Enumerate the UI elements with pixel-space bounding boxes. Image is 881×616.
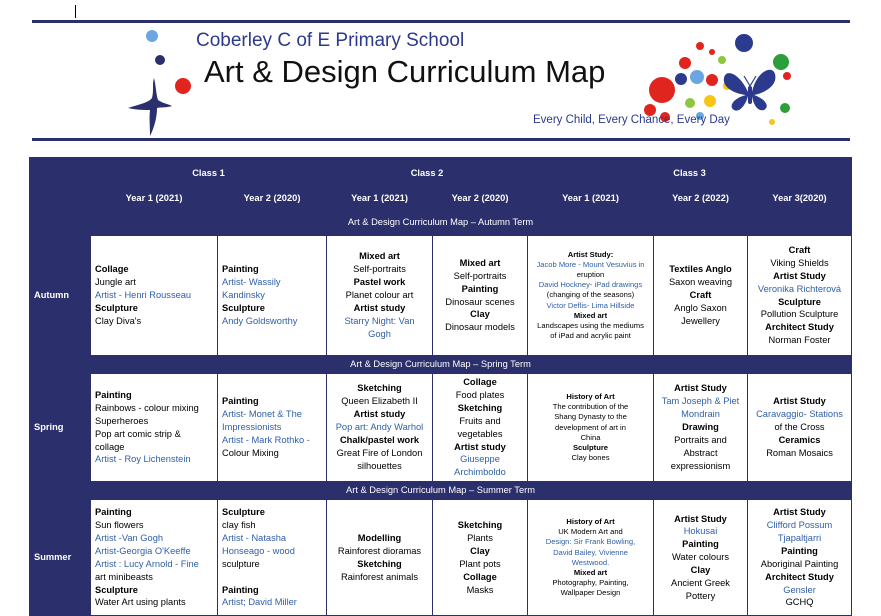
cell-text: Roman Mosaics — [766, 447, 833, 458]
topic-heading: Painting — [95, 389, 132, 400]
corner-cell — [30, 189, 91, 209]
topic-heading: Artist Study — [773, 507, 826, 518]
cell-text: Viking Shields — [770, 257, 829, 268]
cell-text: Rainbows - colour mixing — [95, 402, 199, 413]
artist-reference: Archimboldo — [454, 467, 506, 478]
year-header: Year 1 (2021) — [327, 189, 433, 209]
artist-reference: Kandinsky — [222, 290, 265, 301]
cell-text: Dinosaur scenes — [445, 296, 515, 307]
artist-reference: Artist-Georgia O'Keeffe — [95, 545, 191, 556]
artist-reference: Tjapaltjarri — [777, 532, 822, 543]
topic-heading: Clay — [470, 309, 490, 320]
cell-text: Anglo Saxon — [674, 302, 727, 313]
artist-reference: Gogh — [368, 328, 391, 339]
artist-reference: Artist - Roy Lichenstein — [95, 454, 191, 465]
artist-reference: Jacob More - Mount Vesuvius in — [536, 259, 645, 269]
topic-heading: Collage — [95, 264, 129, 275]
cell-text: Rainforest dioramas — [337, 545, 422, 556]
topic-heading: Painting — [222, 396, 259, 407]
artist-reference: Giuseppe — [460, 454, 500, 465]
cell-text: vegetables — [457, 428, 503, 439]
term-label: Summer — [30, 500, 91, 616]
cell-text: Superheroes — [95, 415, 149, 426]
cell-text: Plant pots — [459, 558, 501, 569]
artist-reference: Artist- Monet & The — [222, 409, 302, 420]
cell-text: Jewellery — [681, 315, 720, 326]
topic-heading: Clay — [690, 565, 711, 576]
topic-heading: Craft — [788, 244, 811, 255]
topic-heading: Sketching — [457, 520, 503, 531]
artist-reference: Artist - Natasha — [222, 532, 287, 543]
cell-text: Norman Foster — [768, 335, 831, 346]
cell-text: Rainforest animals — [341, 571, 418, 582]
topic-heading: Artist study — [454, 441, 506, 452]
year-header: Year 2 (2020) — [218, 189, 327, 209]
artist-reference: Impressionists — [222, 422, 282, 433]
topic-heading: Collage — [463, 571, 497, 582]
curriculum-cell — [748, 374, 852, 482]
term-banner: Art & Design Curriculum Map – Summer Term — [30, 482, 852, 500]
topic-heading: Sculpture — [95, 302, 138, 313]
topic-heading: Craft — [689, 290, 712, 301]
topic-heading: Mixed art — [573, 310, 608, 320]
artist-reference: Artist -Van Gogh — [95, 532, 164, 543]
cell-text: Ancient Greek — [671, 578, 730, 589]
cell-text: GCHQ — [785, 597, 814, 608]
cell-text: expressionism — [670, 460, 731, 471]
artist-reference: Westwood. — [571, 557, 610, 567]
cell-text: Pottery — [685, 591, 716, 602]
cell-text: Dinosaur models — [445, 322, 515, 333]
class-header: Class 3 — [528, 158, 852, 189]
term-row — [30, 236, 852, 356]
topic-heading: Sculpture — [222, 302, 265, 313]
curriculum-table — [29, 157, 852, 616]
page-title: Art & Design Curriculum Map — [204, 54, 606, 89]
curriculum-cell — [91, 236, 218, 356]
cell-text: Pop art comic strip & — [95, 428, 181, 439]
cell-text: Masks — [466, 584, 494, 595]
cell-text: Clay Diva's — [95, 315, 142, 326]
topic-heading: Artist Study: — [567, 249, 614, 259]
artist-reference: Caravaggio- Stations — [756, 409, 843, 420]
topic-heading: Drawing — [682, 422, 719, 433]
curriculum-cell — [528, 500, 654, 616]
cell-text: Landscapes using the mediums — [537, 321, 644, 330]
year-header: Year 1 (2021) — [91, 189, 218, 209]
cell-text: Aboriginal Painting — [760, 558, 839, 569]
cell-text: Water colours — [671, 552, 729, 563]
topic-heading: Architect Study — [765, 322, 834, 333]
cell-text: Portraits and — [674, 435, 727, 446]
curriculum-cell — [654, 374, 748, 482]
cell-text: Wallpaper Design — [560, 588, 621, 598]
cell-text: Self-portraits — [353, 264, 406, 275]
topic-heading: Painting — [95, 507, 132, 518]
artist-reference: Artist - Henri Rousseau — [95, 290, 192, 301]
topic-heading: Textiles Anglo — [669, 264, 732, 275]
cell-text — [222, 571, 322, 584]
artist-reference: Hokusai — [683, 526, 718, 537]
curriculum-cell — [433, 236, 528, 356]
topic-heading: Artist Study — [674, 513, 727, 524]
curriculum-cell — [91, 374, 218, 482]
cell-text: of the Cross — [774, 422, 825, 433]
cell-text: Abstract — [683, 447, 718, 458]
cell-text: Colour Mixing — [222, 447, 279, 458]
topic-heading: Mixed art — [359, 251, 400, 262]
curriculum-cell — [433, 500, 528, 616]
topic-heading: Painting — [222, 264, 259, 275]
artist-reference: Pop art: Andy Warhol — [335, 422, 424, 433]
artist-reference: Design: Sir Frank Bowling, — [545, 537, 636, 547]
curriculum-cell — [748, 236, 852, 356]
curriculum-cell — [91, 500, 218, 616]
term-row — [30, 500, 852, 616]
cell-text: Food plates — [455, 389, 505, 400]
cell-text: development of art in — [555, 422, 626, 432]
topic-heading: Painting — [461, 283, 499, 294]
cell-text: Great Fire of London — [336, 447, 423, 458]
artist-reference: Artist - Mark Rothko - — [222, 435, 310, 446]
topic-heading: Ceramics — [778, 435, 821, 446]
cell-text: Planet colour art — [345, 290, 414, 301]
topic-heading: Sculpture — [222, 507, 265, 518]
artist-reference: Artist; David Miller — [222, 597, 297, 608]
topic-heading: Sculpture — [572, 442, 609, 452]
artist-reference: Honseago - wood — [222, 545, 295, 556]
curriculum-cell — [218, 500, 327, 616]
topic-heading: Mixed art — [573, 567, 608, 577]
curriculum-cell — [433, 374, 528, 482]
artist-reference: Clifford Possum — [766, 520, 833, 531]
curriculum-cell — [218, 374, 327, 482]
term-banner: Art & Design Curriculum Map – Spring Term — [30, 356, 852, 374]
topic-heading: Painting — [682, 539, 719, 550]
butterfly-icon — [724, 70, 776, 111]
cell-text: of iPad and acrylic paint — [550, 331, 631, 341]
curriculum-cell — [327, 500, 433, 616]
curriculum-cell — [327, 236, 433, 356]
cell-text: Pollution Sculpture — [760, 309, 839, 320]
cell-text: Clay bones — [571, 453, 610, 463]
cell-text: (changing of the seasons) — [546, 290, 635, 300]
topic-heading: Sketching — [457, 402, 503, 413]
term-row — [30, 374, 852, 482]
cell-text: collage — [95, 441, 125, 452]
paint-dots-left-icon — [146, 30, 191, 94]
topic-heading: Artist Study — [773, 396, 826, 407]
topic-heading: Artist Study — [773, 270, 826, 281]
artist-reference: David Bailey, Vivienne — [553, 547, 628, 557]
artist-reference: Gensler — [783, 584, 816, 595]
year-header: Year 2 (2022) — [654, 189, 748, 209]
curriculum-cell — [528, 374, 654, 482]
cell-text: China — [580, 432, 601, 442]
curriculum-cell — [654, 500, 748, 616]
cross-figure-icon — [128, 78, 172, 136]
school-name: Coberley C of E Primary School — [196, 30, 465, 51]
topic-heading: Sketching — [357, 383, 402, 394]
topic-heading: Modelling — [357, 532, 402, 543]
corner-cell — [30, 158, 91, 189]
topic-heading: History of Art — [566, 391, 615, 401]
cell-text: The contribution of the — [552, 402, 629, 412]
topic-heading: Artist study — [353, 302, 406, 313]
topic-heading: Artist Study — [674, 383, 727, 394]
topic-heading: Sculpture — [778, 296, 821, 307]
artist-reference: Veronika Richterová — [757, 283, 842, 294]
cell-text: Jungle art — [95, 277, 136, 288]
artist-reference: Artist- Wassily — [222, 277, 281, 288]
cell-text: Shang Dynasty to the — [554, 412, 627, 422]
year-header: Year 2 (2020) — [433, 189, 528, 209]
artist-reference: Artist : Lucy Arnold - Fine — [95, 558, 199, 569]
curriculum-cell — [327, 374, 433, 482]
artist-reference: Starry Night: Van — [344, 315, 415, 326]
topic-heading: Architect Study — [765, 571, 834, 582]
cell-text: Photography, Painting, — [552, 578, 629, 588]
year-header: Year 3(2020) — [748, 189, 852, 209]
artist-reference: Mondrain — [681, 409, 720, 420]
class-header: Class 1 — [91, 158, 327, 189]
cell-text: clay fish — [222, 520, 256, 531]
topic-heading: Pastel work — [353, 277, 406, 288]
cell-text: Sun flowers — [95, 520, 144, 531]
topic-heading: Painting — [781, 545, 818, 556]
cell-text: UK Modern Art and — [558, 527, 623, 537]
curriculum-cell — [748, 500, 852, 616]
artist-reference: Victor Deflis- Lima Hillside — [546, 300, 635, 310]
topic-heading: Sculpture — [95, 584, 138, 595]
topic-heading: Collage — [463, 377, 497, 387]
artist-reference: Andy Goldsworthy — [222, 315, 298, 326]
cell-text: Self-portraits — [453, 270, 507, 281]
cell-text: Plants — [467, 532, 493, 543]
term-label: Spring — [30, 374, 91, 482]
topic-heading: Painting — [222, 584, 259, 595]
cell-text: sculpture — [222, 558, 260, 569]
topic-heading: Sketching — [357, 558, 402, 569]
topic-heading: Chalk/pastel work — [339, 435, 420, 446]
cell-text: Queen Elizabeth II — [341, 396, 418, 407]
topic-heading: History of Art — [566, 516, 615, 526]
cell-text: Saxon weaving — [668, 277, 733, 288]
topic-heading: Artist study — [353, 409, 406, 420]
class-header: Class 2 — [327, 158, 528, 189]
cell-text: art minibeasts — [95, 571, 153, 582]
cell-text: Fruits and — [459, 415, 501, 426]
year-header: Year 1 (2021) — [528, 189, 654, 209]
school-motto: Every Child, Every Chance, Every Day — [533, 114, 730, 126]
artist-reference: Tam Joseph & Piet — [661, 396, 740, 407]
cell-text: eruption — [576, 269, 605, 279]
topic-heading: Clay — [470, 545, 490, 556]
cell-text: Water Art using plants — [95, 597, 186, 608]
curriculum-cell — [528, 236, 654, 356]
artist-reference: David Hockney- iPad drawings — [538, 280, 643, 290]
term-label: Autumn — [30, 236, 91, 356]
curriculum-cell — [218, 236, 327, 356]
term-banner: Art & Design Curriculum Map – Autumn Term — [30, 209, 852, 236]
curriculum-cell — [654, 236, 748, 356]
cell-text: silhouettes — [357, 460, 402, 471]
topic-heading: Mixed art — [459, 257, 501, 268]
